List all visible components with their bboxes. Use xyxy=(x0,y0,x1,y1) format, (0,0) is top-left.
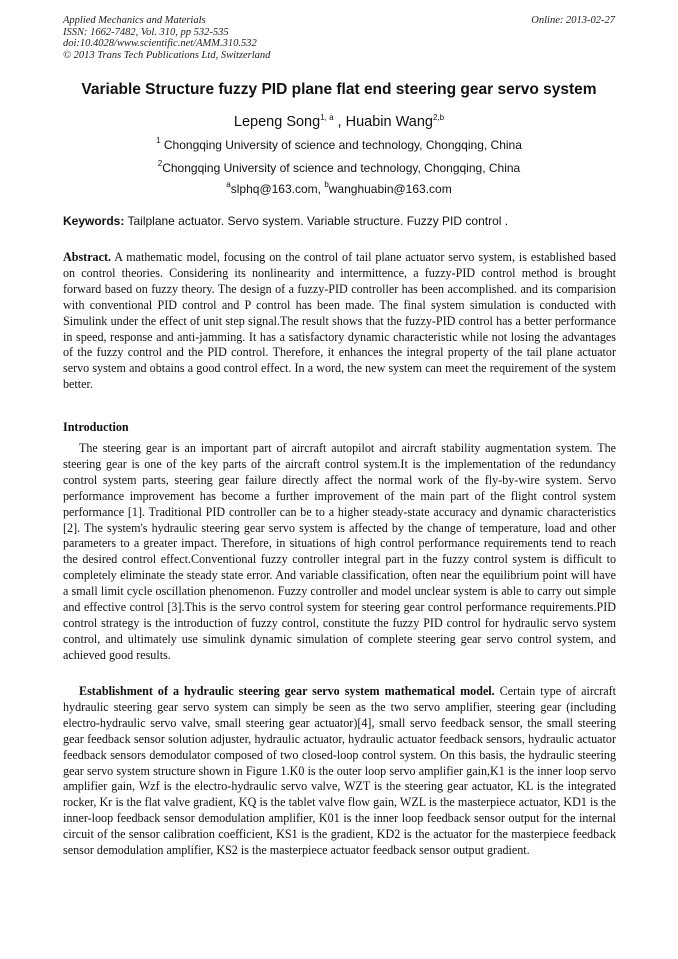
author-separator: , xyxy=(333,114,346,130)
author-2-name: Huabin Wang xyxy=(345,114,433,130)
journal-name: Applied Mechanics and Materials xyxy=(63,15,206,26)
publication-meta xyxy=(63,15,270,61)
email-b-sup: b xyxy=(324,180,329,189)
paper-title: Variable Structure fuzzy PID plane flat end steering gear servo system xyxy=(81,81,597,98)
affiliation-1-sup: 1 xyxy=(156,136,161,145)
introduction-paragraph: The steering gear is an important part of aircraft autopilot and aircraft stability augmentation system. The steering gear is one of the key parts of the aircraft control system.It is the implementation of the redundancy control system parts, steering gear failure directly affect the normal work of the fly-by-wire system. Servo performance improvement has become a further improvement of the main part of the flight control system performance [1]. Traditional PID controller can be to a higher steady-state accuracy and dynamic characteristics [2]. The system's hydraulic steering gear servo system is affected by the change of temperature, load and other parameters to a greater impact. Therefore, in situations of high control performance requirements tend to reach the desired control effect.Conventional fuzzy controller integral part in the fuzzy control system is difficult to completely eliminate the steady state error. And variable classification, often near the equilibrium point will have a small limit cycle oscillation phenomenon. Fuzzy controller and model unclear system is able to carry out simple and effective control [3].This is the servo control system for steering gear control performance requirements.PID control strategy is the introduction of fuzzy control, constitute the fuzzy PID control for hydraulic servo system control, and ultimately use simulink dynamic simulation of complete steering gear servo control system, and achieved good results. xyxy=(63,441,616,662)
author-emails xyxy=(40,181,638,197)
author-1-sup: 1, a xyxy=(320,113,334,122)
email-a: slphq@163.com, xyxy=(230,182,325,196)
establishment-paragraph xyxy=(63,684,616,859)
abstract-paragraph xyxy=(63,250,616,393)
abstract-text: A mathematic model, focusing on the control of tail plane actuator servo system, is established based on control theories. Considering its nonlinearity and intermittence, a fuzzy-PID control method is brought forward based on fuzzy theory. The design of a fuzzy-PID controller has been accomplished. and its comparision with conventional PID control and P control has been made. The final system simulation is conducted with Simulink under the effect of unit step signal.The result shows that the fuzzy-PID control has a better performance in speed, response and anti-jamming. It has a satisfactory dynamic characteristic while not losing the advantages of the fuzzy control and the PID control. Therefore, it enhances the integral property of the tail plane actuator servo system and obtains a good control effect. In a word, the new system can meet the requirement of the system better. xyxy=(63,250,616,392)
affiliation-1 xyxy=(40,137,638,153)
keywords-label: Keywords: xyxy=(63,214,125,228)
affiliation-2-sup: 2 xyxy=(157,159,163,168)
affiliation-2 xyxy=(40,160,638,176)
keywords xyxy=(63,213,623,229)
doi-line: doi:10.4028/www.scientific.net/AMM.310.532 xyxy=(63,38,257,50)
issn-line: ISSN: 1662-7482, Vol. 310, pp 532-535 xyxy=(63,26,229,38)
introduction-heading: Introduction xyxy=(63,420,129,434)
keywords-text: Tailplane actuator. Servo system. Variable structure. Fuzzy PID control . xyxy=(124,214,509,228)
abstract-label: Abstract. xyxy=(63,250,112,264)
email-b: wanghuabin@163.com xyxy=(328,182,452,196)
online-date: Online: 2013-02-27 xyxy=(531,15,615,26)
establishment-text: Certain type of aircraft hydraulic steering gear servo system can simply be seen as the two servo amplifier, steering gear (including electro-hydraulic servo valve, small steering gear actuator)[4], small servo feedback sensor, the small steering gear feedback sensor solution adjuster, hydraulic actuator, hydraulic actuator feedback sensors, hydraulic actuator feedback sensors demodulator composed of two closed-loop control system. On this basis, the hydraulic steering gear servo system structure shown in Figure 1.K0 is the outer loop servo amplifier gain,K1 is the inner loop servo amplifier gain, Wzf is the electro-hydraulic servo valve, WZT is the steering gear actuator, KL is the integrated rocker, Kr is the flat valve gradient, KQ is the tablet valve flow gain, WZL is the masterpiece actuator, KD1 is the inner-loop feedback sensor demodulation amplifier, K01 is the inner loop feedback sensor output for the internal circuit of the sensor calibration coefficient, KS1 is the gradient, KD2 is the actuator for the masterpiece feedback sensor demodulation amplifier, KS2 is the masterpiece actuator feedback sensor output gradient. xyxy=(63,684,616,858)
author-1-name: Lepeng Song xyxy=(233,114,321,130)
copyright-line: © 2013 Trans Tech Publications Ltd, Switzerland xyxy=(63,49,271,61)
affiliation-2-text: Chongqing University of science and technology, Chongqing, China xyxy=(162,161,521,175)
author-2-sup: 2,b xyxy=(432,113,445,122)
establishment-heading: Establishment of a hydraulic steering gear servo system mathematical model. xyxy=(79,684,495,698)
affiliation-1-text: Chongqing University of science and technology, Chongqing, China xyxy=(160,138,522,152)
email-a-sup: a xyxy=(226,180,231,189)
author-line xyxy=(40,112,638,132)
